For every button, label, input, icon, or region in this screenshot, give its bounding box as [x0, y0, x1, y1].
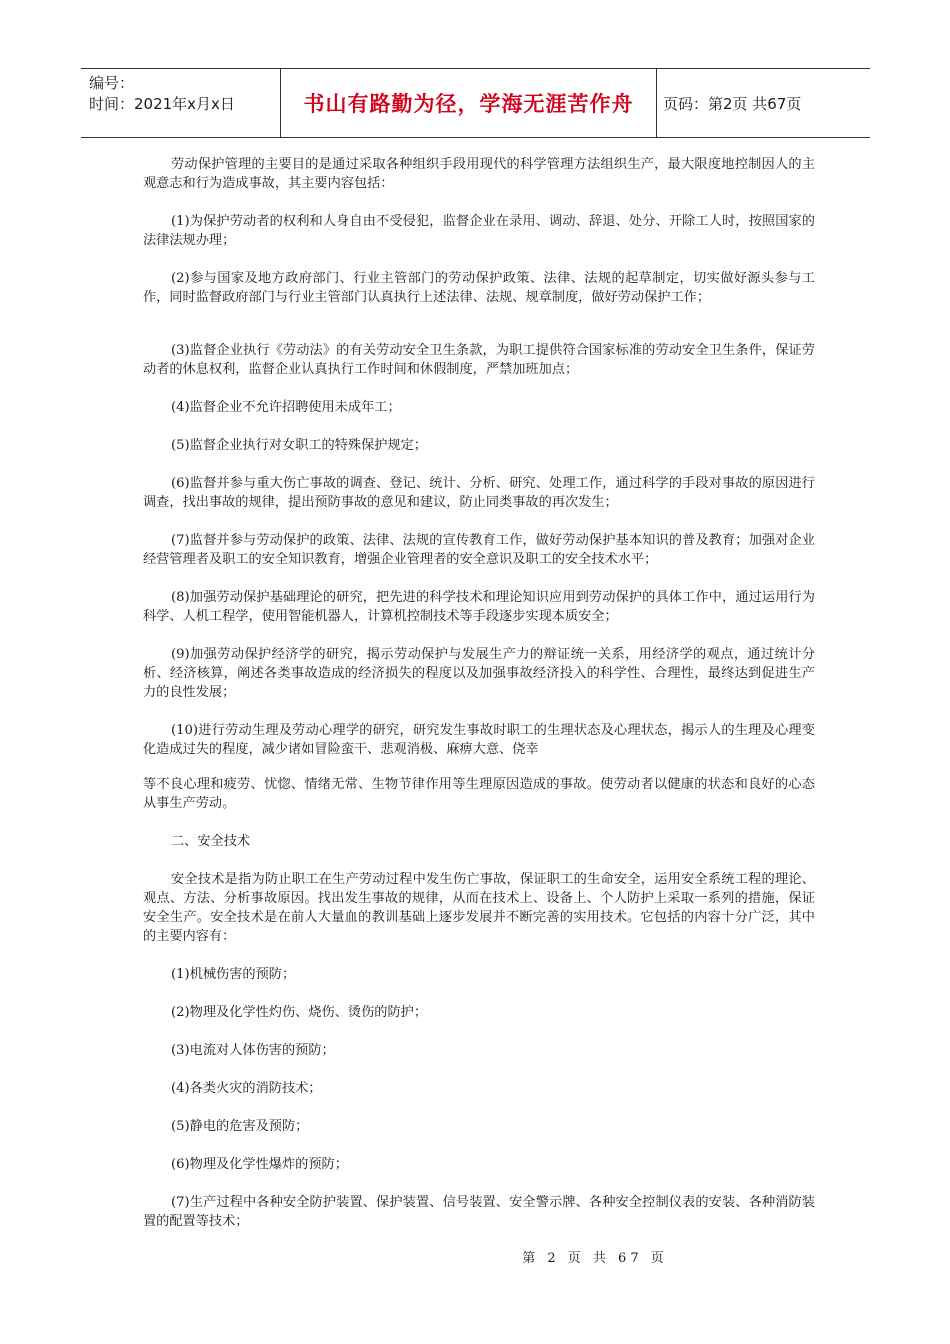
time-label: 时间：2021年x月x日 [89, 95, 235, 113]
header-page-label: 页码：第2页 共67页 [663, 94, 802, 113]
header-motto: 书山有路勤为径，学海无涯苦作舟 [281, 69, 657, 137]
list-item: (8)加强劳动保护基础理论的研究，把先进的科学技术和理论知识应用到劳动保护的具体工作中，通过运用行为科学、人机工程学，使用智能机器人，计算机控制技术等手段逐步实现本质安全； [143, 590, 815, 624]
list-item: (5)静电的危害及预防； [171, 1119, 309, 1134]
list-item: (6)监督并参与重大伤亡事故的调查、登记、统计、分析、研究、处理工作，通过科学的手段对事故的原因进行调查，找出事故的规律，提出预防事故的意见和建议，防止同类事故的再次发生； [143, 476, 815, 510]
list-item: (7)监督并参与劳动保护的政策、法律、法规的宣传教育工作，做好劳动保护基本知识的普及教育；加强对企业经营管理者及职工的安全知识教育，增强企业管理者的安全意识及职工的安全技术水平； [143, 533, 815, 567]
list-item: (9)加强劳动保护经济学的研究，揭示劳动保护与发展生产力的辩证统一关系，用经济学的观点，通过统计分析、经济核算，阐述各类事故造成的经济损失的程度以及加强事故经济投入的科学性、合理性，最终达到促进生产力的良性发展； [143, 647, 815, 700]
list-item: (3)电流对人体伤害的预防； [171, 1043, 335, 1058]
paragraph: 劳动保护管理的主要目的是通过采取各种组织手段用现代的科学管理方法组织生产，最大限度地控制因人的主观意志和行为造成事故，其主要内容包括： [143, 157, 815, 191]
list-item: (7)生产过程中各种安全防护装置、保护装置、信号装置、安全警示牌、各种安全控制仪表的安装、各种消防装置的配置等技术； [143, 1195, 815, 1229]
number-label: 编号： [89, 74, 135, 92]
list-item: (1)机械伤害的预防； [171, 967, 296, 982]
paragraph-continuation: 等不良心理和疲劳、忧惚、情绪无常、生物节律作用等生理原因造成的事故。使劳动者以健康的状态和良好的心态从事生产劳动。 [143, 777, 815, 811]
paragraph: 安全技术是指为防止职工在生产劳动过程中发生伤亡事故，保证职工的生命安全，运用安全系统工程的理论、观点、方法、分析事故原因。找出发生事故的规律，从而在技术上、设备上、个人防护上采取一系列的措施，保证安全生产。安全技术是在前人大量血的教训基础上逐步发展并不断完善的实用技术。它包括的内容十分广泛，其中的主要内容有： [143, 872, 815, 944]
list-item: (4)监督企业不允许招聘使用未成年工； [171, 400, 401, 415]
list-item: (2)物理及化学性灼伤、烧伤、烫伤的防护； [171, 1005, 428, 1020]
list-item: (5)监督企业执行对女职工的特殊保护规定； [171, 438, 428, 453]
list-item: (3)监督企业执行《劳动法》的有关劳动安全卫生条款，为职工提供符合国家标准的劳动安全卫生条件，保证劳动者的休息权利，监督企业认真执行工作时间和休假制度，严禁加班加点； [143, 343, 815, 377]
list-item: (4)各类火灾的消防技术； [171, 1081, 322, 1096]
list-item: (2)参与国家及地方政府部门、行业主管部门的劳动保护政策、法律、法规的起草制定，切实做好源头参与工作，同时监督政府部门与行业主管部门认真执行上述法律、法规、规章制度，做好劳动保护工作； [143, 271, 815, 305]
list-item: (10)进行劳动生理及劳动心理学的研究，研究发生事故时职工的生理状态及心理状态，揭示人的生理及心理变化造成过失的程度，减少诸如冒险蛮干、悲观消极、麻痹大意、侥幸 [143, 723, 815, 757]
page-header [81, 68, 870, 138]
header-meta [81, 69, 281, 137]
list-item: (1)为保护劳动者的权利和人身自由不受侵犯，监督企业在录用、调动、辞退、处分、开除工人时，按照国家的法律法规办理； [143, 214, 815, 248]
list-item: (6)物理及化学性爆炸的预防； [171, 1157, 348, 1172]
section-heading: 二、安全技术 [171, 834, 251, 849]
document-body [143, 155, 815, 1231]
page-footer: 第 2 页 共 67 页 [522, 1251, 668, 1266]
